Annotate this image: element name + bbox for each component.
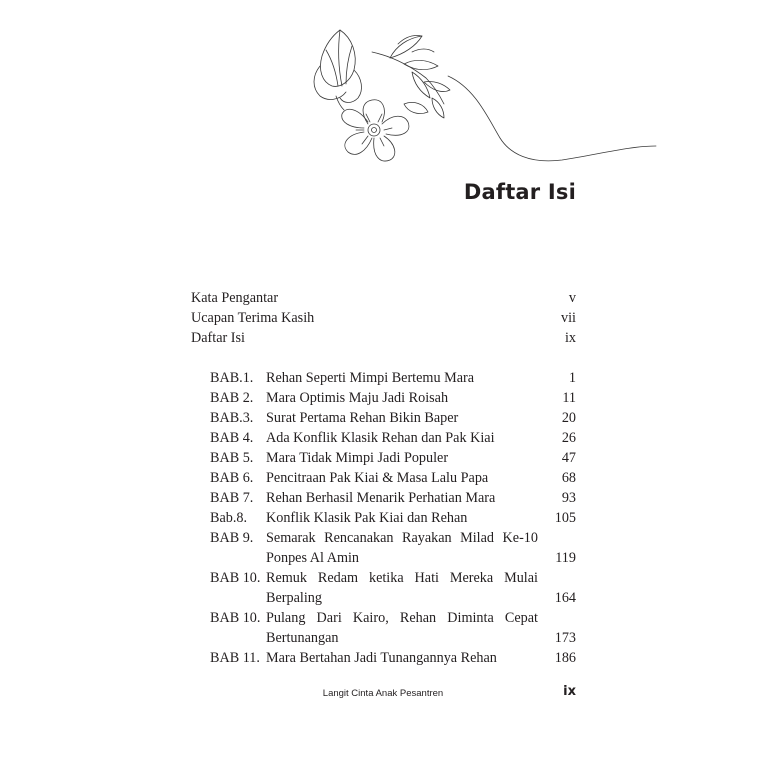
chapter-title: Remuk Redam ketika Hati Mereka Mulai: [266, 570, 538, 586]
chapter-label: BAB 6.: [210, 470, 254, 486]
toc-front-row: [0, 328, 773, 348]
toc-front-label: Ucapan Terima Kasih: [191, 310, 315, 326]
toc-page-number: v: [568, 290, 576, 306]
toc-page-number: vii: [561, 310, 576, 326]
toc-chapter-row: [0, 648, 773, 668]
chapter-title-continued: Berpaling: [266, 590, 322, 606]
chapter-title: Pencitraan Pak Kiai & Masa Lalu Papa: [266, 470, 489, 486]
chapter-label: BAB 7.: [210, 490, 254, 506]
chapter-label: Bab.8.: [210, 510, 248, 526]
chapter-label: BAB.3.: [210, 410, 254, 426]
toc-page-number: 26: [561, 430, 576, 446]
toc-chapter-row-continued: [0, 628, 773, 648]
chapter-title: Ada Konflik Klasik Rehan dan Pak Kiai: [266, 430, 495, 446]
chapter-label: BAB 11.: [210, 650, 260, 666]
chapter-label: BAB 2.: [210, 390, 254, 406]
toc-chapter-row: [0, 508, 773, 528]
chapter-title: Mara Tidak Mimpi Jadi Populer: [266, 450, 449, 466]
chapter-label: BAB 10.: [210, 570, 261, 586]
toc-front-label: Daftar Isi: [191, 330, 245, 346]
toc-front-label: Kata Pengantar: [191, 290, 279, 306]
toc-page-number: 1: [568, 370, 576, 386]
toc-page-number: 105: [554, 510, 576, 526]
chapter-title: Mara Optimis Maju Jadi Roisah: [266, 390, 449, 406]
toc-front-row: [0, 308, 773, 328]
toc-page-number: 173: [554, 630, 576, 646]
footer-page-number: ix: [563, 684, 576, 699]
toc-chapter-row: [0, 568, 773, 588]
chapter-title: Konflik Klasik Pak Kiai dan Rehan: [266, 510, 468, 526]
toc-chapter-row: [0, 488, 773, 508]
toc-chapter-row: [0, 368, 773, 388]
toc-page-number: 11: [562, 390, 576, 406]
toc-page-number: 186: [554, 650, 576, 666]
toc-page-number: 68: [561, 470, 576, 486]
toc-chapter-row: [0, 468, 773, 488]
toc-chapter-row: [0, 608, 773, 628]
toc-page-number: 119: [555, 550, 576, 566]
toc-page-number: 164: [554, 590, 576, 606]
toc-page-number: 20: [561, 410, 576, 426]
toc-chapter-row: [0, 408, 773, 428]
chapter-title: Surat Pertama Rehan Bikin Baper: [266, 410, 459, 426]
toc-chapter-row: [0, 428, 773, 448]
toc-chapter-row-continued: [0, 548, 773, 568]
toc-spacer: [0, 348, 773, 368]
toc-chapter-row: [0, 388, 773, 408]
chapter-title: Rehan Berhasil Menarik Perhatian Mara: [266, 490, 496, 506]
toc-page-number: 47: [561, 450, 576, 466]
toc-chapter-row: [0, 448, 773, 468]
toc-front-row: [0, 288, 773, 308]
floral-line-art: [300, 26, 660, 172]
chapter-title: Mara Bertahan Jadi Tunangannya Rehan: [266, 650, 497, 666]
chapter-label: BAB 5.: [210, 450, 254, 466]
chapter-title: Pulang Dari Kairo, Rehan Diminta Cepat: [266, 610, 538, 626]
table-of-contents: [0, 288, 773, 668]
toc-page-number: ix: [564, 330, 576, 346]
chapter-title-continued: Ponpes Al Amin: [266, 550, 360, 566]
chapter-label: BAB 4.: [210, 430, 254, 446]
chapter-label: BAB 9.: [210, 530, 254, 546]
toc-page-number: 93: [561, 490, 576, 506]
chapter-title-continued: Bertunangan: [266, 630, 339, 646]
toc-chapter-row-continued: [0, 588, 773, 608]
page-title: Daftar Isi: [463, 180, 576, 204]
chapter-title: Semarak Rencanakan Rayakan Milad Ke-10: [266, 530, 538, 546]
chapter-label: BAB 10.: [210, 610, 261, 626]
chapter-label: BAB.1.: [210, 370, 254, 386]
chapter-title: Rehan Seperti Mimpi Bertemu Mara: [266, 370, 475, 386]
toc-chapter-row: [0, 528, 773, 548]
running-footer-title: Langit Cinta Anak Pesantren: [322, 688, 444, 699]
